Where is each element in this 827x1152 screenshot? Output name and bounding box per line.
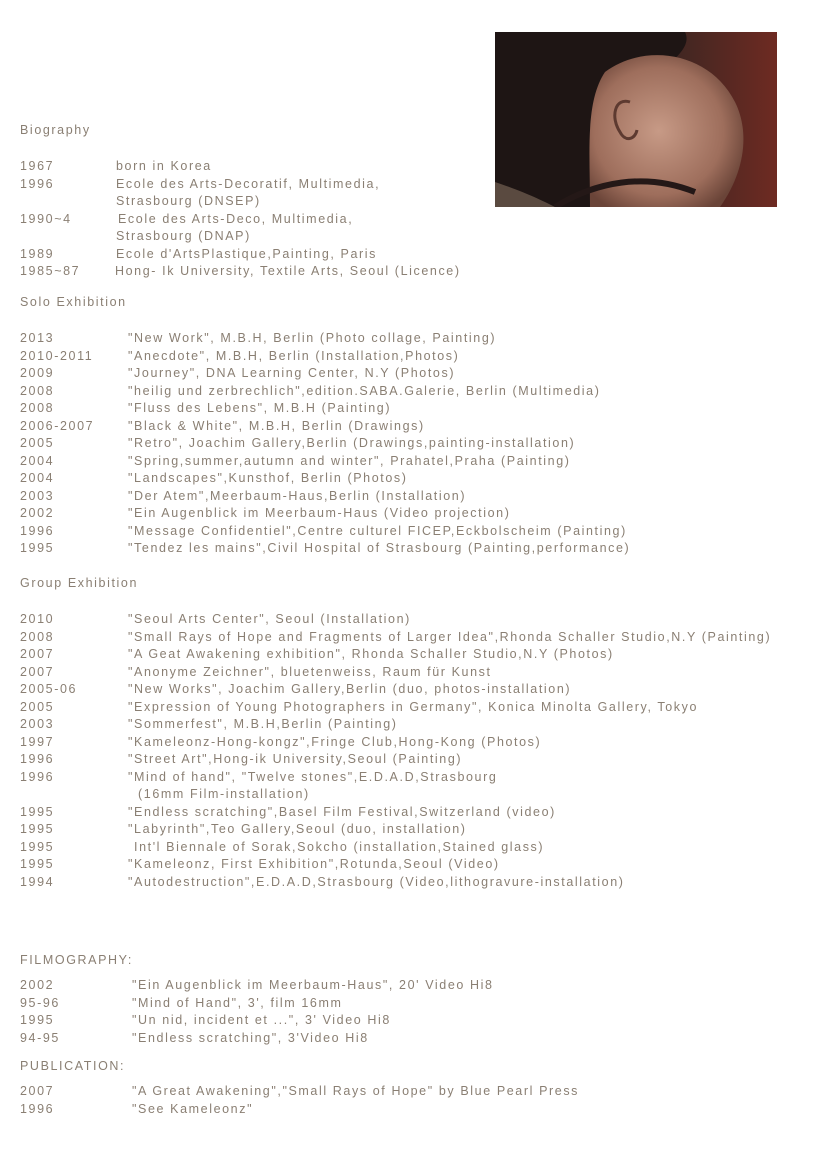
publication-heading: PUBLICATION: (20, 1059, 126, 1073)
group-year: 1996 (20, 752, 55, 766)
publication-year: 1996 (20, 1101, 55, 1116)
solo-year: 2002 (20, 506, 55, 520)
filmography-heading: FILMOGRAPHY: (20, 953, 133, 967)
biography-year: 1985~87 (20, 264, 81, 278)
group-year: 2005-06 (20, 682, 78, 696)
group-year: 2008 (20, 629, 55, 644)
filmography-year: 95-96 (20, 995, 60, 1010)
group-year: 2007 (20, 664, 55, 679)
filmography-entry: "Endless scratching", 3'Video Hi8 (132, 1031, 369, 1046)
biography-year: 1989 (20, 246, 55, 261)
group-year: 1995 (20, 857, 55, 871)
solo-entry: "Black & White", M.B.H, Berlin (Drawings) (128, 418, 425, 433)
filmography-year: 94-95 (20, 1031, 60, 1046)
group-year: 2007 (20, 647, 55, 661)
solo-year: 2006-2007 (20, 418, 95, 433)
group-year: 1996 (20, 769, 55, 784)
biography-year: 1967 (20, 159, 55, 173)
group-entry: Int'l Biennale of Sorak,Sokcho (installation,Stained glass) (134, 839, 545, 854)
solo-entry: "Journey", DNA Learning Center, N.Y (Photos) (128, 366, 456, 380)
solo-entry: "Spring,summer,autumn and winter", Prahatel,Praha (Painting) (128, 453, 571, 468)
group-entry: "Mind of hand", "Twelve stones",E.D.A.D,Strasbourg (128, 769, 498, 784)
publication-year: 2007 (20, 1084, 55, 1098)
solo-entry: "Landscapes",Kunsthof, Berlin (Photos) (128, 471, 408, 485)
solo-year: 1996 (20, 523, 55, 538)
solo-exhibition-heading: Solo Exhibition (20, 295, 127, 309)
filmography-year: 2002 (20, 978, 55, 992)
solo-entry: "Message Confidentiel",Centre culturel FICEP,Eckbolscheim (Painting) (128, 523, 627, 538)
group-entry: "Autodestruction",E.D.A.D,Strasbourg (Video,lithogravure-installation) (128, 874, 625, 889)
filmography-year: 1995 (20, 1013, 55, 1028)
biography-entry: Ecole des Arts-Deco, Multimedia, (118, 211, 354, 226)
solo-entry: "Tendez les mains",Civil Hospital of Strasbourg (Painting,performance) (128, 541, 631, 555)
portrait-illustration (495, 32, 777, 207)
group-year: 2005 (20, 699, 55, 714)
biography-entry: Ecole des Arts-Decoratif, Multimedia, (116, 176, 381, 191)
biography-entry: Strasbourg (DNSEP) (116, 194, 261, 208)
solo-year: 2004 (20, 471, 55, 485)
biography-year: 1996 (20, 176, 55, 191)
solo-entry: "Ein Augenblick im Meerbaum-Haus (Video projection) (128, 506, 511, 520)
group-year: 1995 (20, 822, 55, 836)
solo-year: 2005 (20, 436, 55, 450)
solo-year: 2008 (20, 383, 55, 398)
biography-year: 1990~4 (20, 211, 72, 226)
filmography-entry: "Mind of Hand", 3', film 16mm (132, 995, 343, 1010)
solo-year: 2013 (20, 331, 55, 345)
filmography-entry: "Un nid, incident et ...", 3' Video Hi8 (132, 1013, 391, 1028)
solo-entry: "New Work", M.B.H, Berlin (Photo collage, Painting) (128, 331, 497, 345)
filmography-entry: "Ein Augenblick im Meerbaum-Haus", 20' Video Hi8 (132, 978, 494, 992)
solo-year: 2009 (20, 366, 55, 380)
group-year: 1997 (20, 734, 55, 749)
solo-entry: "Fluss des Lebens", M.B.H (Painting) (128, 401, 392, 415)
group-entry: "Anonyme Zeichner", bluetenweiss, Raum für Kunst (128, 664, 492, 679)
solo-entry: "Retro", Joachim Gallery,Berlin (Drawings,painting-installation) (128, 436, 576, 450)
group-year: 1994 (20, 874, 55, 889)
group-entry: "Seoul Arts Center", Seoul (Installation) (128, 612, 411, 626)
group-year: 1995 (20, 839, 55, 854)
group-entry: "Street Art",Hong-ik University,Seoul (Painting) (128, 752, 463, 766)
solo-entry: "Anecdote", M.B.H, Berlin (Installation,Photos) (128, 348, 460, 363)
group-entry: "A Geat Awakening exhibition", Rhonda Schaller Studio,N.Y (Photos) (128, 647, 614, 661)
group-entry: "Labyrinth",Teo Gallery,Seoul (duo, installation) (128, 822, 467, 836)
group-entry: "Kameleonz, First Exhibition",Rotunda,Seoul (Video) (128, 857, 500, 871)
group-year: 2003 (20, 717, 55, 731)
group-entry: "Expression of Young Photographers in Germany", Konica Minolta Gallery, Tokyo (128, 699, 699, 714)
biography-entry: Strasbourg (DNAP) (116, 229, 251, 243)
publication-entry: "See Kameleonz" (132, 1101, 254, 1116)
group-entry: "Kameleonz-Hong-kongz",Fringe Club,Hong-Kong (Photos) (128, 734, 542, 749)
biography-entry: Hong- Ik University, Textile Arts, Seoul (Licence) (115, 264, 461, 278)
biography-heading: Biography (20, 123, 91, 137)
biography-entry: born in Korea (116, 159, 212, 173)
solo-year: 2003 (20, 488, 55, 503)
group-entry: "Endless scratching",Basel Film Festival,Switzerland (video) (128, 804, 556, 819)
portrait-photo (495, 32, 777, 207)
group-entry: "Small Rays of Hope and Fragments of Larger Idea",Rhonda Schaller Studio,N.Y (Painting) (128, 629, 772, 644)
solo-entry: "Der Atem",Meerbaum-Haus,Berlin (Installation) (128, 488, 467, 503)
solo-year: 2008 (20, 401, 55, 415)
solo-entry: "heilig und zerbrechlich",edition.SABA.Galerie, Berlin (Multimedia) (128, 383, 601, 398)
group-exhibition-heading: Group Exhibition (20, 576, 139, 590)
group-entry: (16mm Film-installation) (138, 787, 310, 801)
solo-year: 2010-2011 (20, 348, 94, 363)
group-year: 1995 (20, 804, 55, 819)
group-entry: "Sommerfest", M.B.H,Berlin (Painting) (128, 717, 398, 731)
solo-year: 2004 (20, 453, 55, 468)
group-entry: "New Works", Joachim Gallery,Berlin (duo, photos-installation) (128, 682, 572, 696)
solo-year: 1995 (20, 541, 55, 555)
publication-entry: "A Great Awakening","Small Rays of Hope" by Blue Pearl Press (132, 1084, 580, 1098)
group-year: 2010 (20, 612, 55, 626)
biography-entry: Ecole d'ArtsPlastique,Painting, Paris (116, 246, 377, 261)
